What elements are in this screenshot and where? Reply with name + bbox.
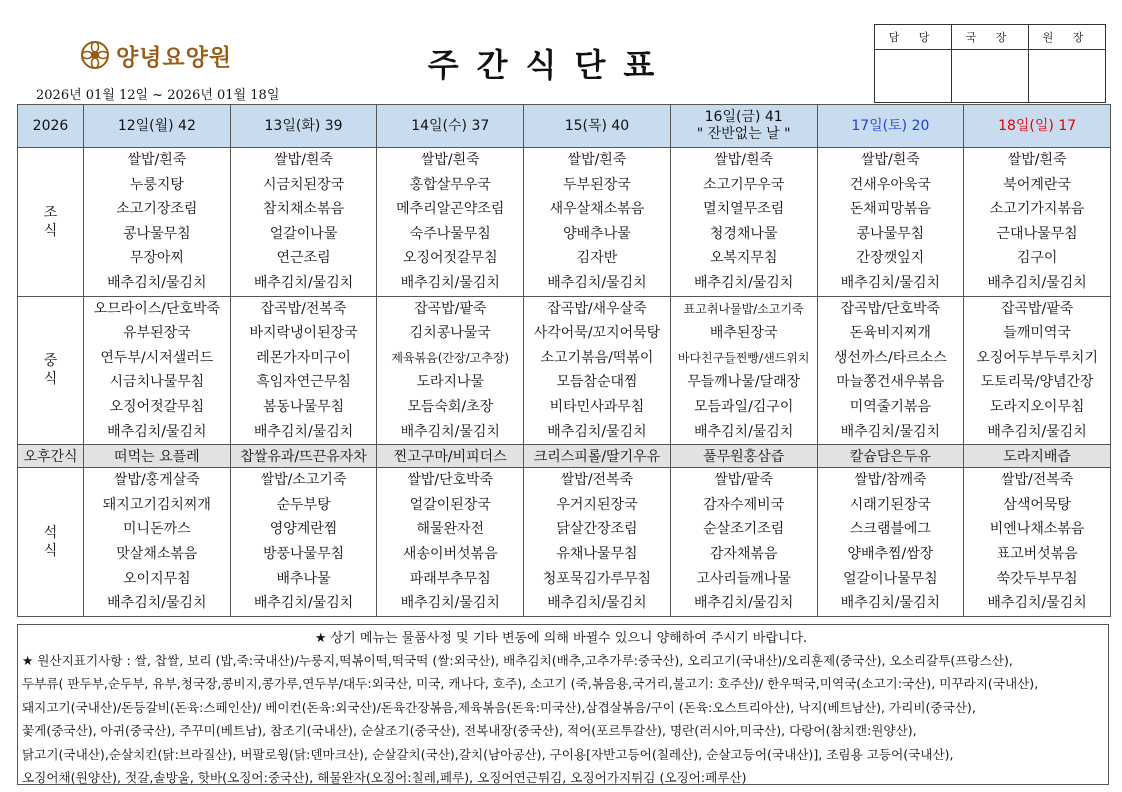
day-label: 14일(수) 37 <box>411 117 490 134</box>
menu-item: 순살조기조림 <box>703 521 785 538</box>
menu-item: 배추김치/물김치 <box>253 274 354 291</box>
menu-item: 쌀밥/팥죽 <box>714 472 774 489</box>
menu-item: 닭살간장조림 <box>556 521 638 538</box>
day-label: 17일(토) 20 <box>851 117 930 134</box>
menu-item: 얼갈이나물 <box>269 225 338 242</box>
breakfast-day-cell <box>84 148 231 297</box>
menu-item: 김구이 <box>1016 250 1058 267</box>
menu-item: 쌀밥/소고기죽 <box>260 472 347 489</box>
origin-note-line: 닭고기(국내산),순살치킨(닭:브라질산), 버팔로윙(닭:덴마크산), 순살갈치(국산),갈치(남아공산), 구이용[자반고등어(칠레산), 순살고등어(국내산)], 조림용 고등어(국내산), <box>22 746 954 762</box>
menu-item: 쌀밥/흰죽 <box>860 152 920 168</box>
menu-item: 쑥갓두부무침 <box>996 570 1078 587</box>
menu-item: 쌀밥/전복죽 <box>560 472 634 489</box>
menu-item: 파래부추무침 <box>409 570 491 587</box>
menu-item: 북어계란국 <box>1003 176 1071 193</box>
menu-item: 배추김치/물김치 <box>693 423 794 440</box>
menu-item: 도라지나물 <box>416 374 485 391</box>
menu-item: 오복지무침 <box>709 250 778 267</box>
snack-item: 크리스피롤/딸기우유 <box>524 445 671 468</box>
approval-sign-manager[interactable] <box>875 50 952 103</box>
breakfast-day-cell <box>817 148 964 297</box>
menu-item: 돈채피망볶음 <box>849 201 931 218</box>
dinner-row <box>18 468 1111 617</box>
lunch-day-cell <box>84 296 231 445</box>
menu-item: 마늘쫑건새우볶음 <box>836 374 945 391</box>
menu-item: 배추김치/물김치 <box>253 595 354 612</box>
snack-item: 찹쌀유과/뜨끈유자차 <box>230 445 377 468</box>
menu-item: 배추김치/물김치 <box>693 274 794 291</box>
meal-label-breakfast: 조 식 <box>18 148 84 297</box>
day-header <box>84 105 231 148</box>
menu-item: 배추김치/물김치 <box>107 595 207 612</box>
approval-header-director: 국 장 <box>952 25 1029 50</box>
menu-item: 무장아찌 <box>129 250 184 267</box>
menu-item: 배추김치/물김치 <box>840 423 941 440</box>
menu-item: 유채나물무침 <box>556 545 638 562</box>
menu-item: 잡곡밥/팥죽 <box>414 300 487 317</box>
menu-item: 들깨미역국 <box>1003 325 1071 342</box>
snack-item: 풀무원홍삼즙 <box>670 445 817 468</box>
approval-box <box>874 24 1106 103</box>
breakfast-day-cell <box>964 148 1111 297</box>
menu-item: 배추김치/물김치 <box>400 423 500 440</box>
menu-item: 고사리들깨나물 <box>696 570 791 587</box>
menu-item: 비엔나채소볶음 <box>989 521 1085 538</box>
menu-item: 쌀밥/전복죽 <box>1000 472 1074 489</box>
menu-item: 레몬가자미구이 <box>256 349 351 366</box>
menu-item: 쌀밥/단호박죽 <box>407 472 494 489</box>
menu-item: 모듬과일/김구이 <box>693 398 794 415</box>
menu-item: 오징어두부두루치기 <box>976 349 1098 366</box>
dinner-day-cell <box>670 468 817 617</box>
day-label: 12일(월) 42 <box>117 117 196 134</box>
menu-item: 소고기장조림 <box>116 201 198 218</box>
menu-item: 잡곡밥/새우살죽 <box>547 300 647 317</box>
origin-note-line: 두부류( 판두부,순두부, 유부,청국장,콩비지,콩가루,연두부/대두:외국산, 미국, 캐나다, 호주), 소고기 (죽,볶음용,국거리,불고기: 호주산)/ 한우떡국,미역국(소고기:국산), 미꾸라지(국내산), <box>22 676 1039 692</box>
menu-item: 콩나물무침 <box>856 225 925 242</box>
menu-item: 모듬참순대찜 <box>556 374 638 391</box>
menu-item: 얼갈이된장국 <box>409 496 491 513</box>
menu-item: 배추김치/물김치 <box>400 595 500 612</box>
lunch-day-cell <box>524 296 671 445</box>
menu-item: 김치콩나물국 <box>409 325 491 342</box>
approval-header-head: 원 장 <box>1029 25 1106 50</box>
menu-item: 연근조림 <box>276 250 331 267</box>
menu-item: 영양계란찜 <box>269 521 338 538</box>
lunch-day-cell <box>377 296 524 445</box>
menu-item: 오이지무침 <box>123 570 191 587</box>
day-header-saturday <box>817 105 964 148</box>
menu-item: 감자수제비국 <box>703 496 785 513</box>
menu-item: 양배추찜/쌈장 <box>847 545 934 562</box>
approval-header-manager: 담 당 <box>875 25 952 50</box>
menu-item: 미역줄기볶음 <box>849 398 931 415</box>
menu-item: 표고취나물밥/소고기죽 <box>683 301 804 316</box>
snack-item: 칼슘담은두유 <box>817 445 964 468</box>
day-note: " 잔반없는 날 " <box>696 126 791 142</box>
menu-item: 배추된장국 <box>709 325 778 342</box>
menu-item: 소고기무우국 <box>703 176 785 193</box>
menu-item: 소고기가지볶음 <box>989 201 1085 218</box>
menu-item: 시래기된장국 <box>849 496 931 513</box>
menu-item: 쌀밥/홍게살죽 <box>113 472 200 489</box>
menu-item: 콩나물무침 <box>123 225 191 242</box>
menu-item: 바지락냉이된장국 <box>249 325 358 342</box>
menu-item: 도라지오이무침 <box>989 398 1085 415</box>
breakfast-day-cell <box>377 148 524 297</box>
lunch-day-cell <box>670 296 817 445</box>
menu-item: 메추리알곤약조림 <box>396 201 505 218</box>
menu-item: 두부된장국 <box>563 176 631 193</box>
menu-item: 배추김치/물김치 <box>987 595 1087 612</box>
menu-item: 얼갈이나물무침 <box>843 570 938 587</box>
menu-item: 감자채볶음 <box>709 545 778 562</box>
notes-box <box>17 624 1109 785</box>
menu-item: 배추김치/물김치 <box>840 595 941 612</box>
breakfast-day-cell <box>670 148 817 297</box>
menu-item: 해물완자전 <box>416 521 485 538</box>
menu-item: 배추김치/물김치 <box>547 274 647 291</box>
menu-item: 배추김치/물김치 <box>987 274 1087 291</box>
day-header <box>377 105 524 148</box>
dinner-day-cell <box>964 468 1111 617</box>
menu-item: 배추김치/물김치 <box>840 274 941 291</box>
menu-item: 청경채나물 <box>709 225 778 242</box>
year-cell: 2026 <box>18 105 84 148</box>
menu-item: 청포묵김가루무침 <box>542 570 652 587</box>
meal-label-lunch: 중 식 <box>18 296 84 445</box>
menu-item: 오므라이스/단호박죽 <box>93 300 221 317</box>
breakfast-day-cell <box>230 148 377 297</box>
menu-item: 새우살채소볶음 <box>549 201 645 218</box>
logo-text: 양녕요양원 <box>116 43 233 71</box>
menu-item: 간장깻잎지 <box>856 250 925 267</box>
menu-item: 김자반 <box>576 250 618 267</box>
menu-item: 누룽지탕 <box>129 176 184 193</box>
day-label: 15(목) 40 <box>564 117 630 134</box>
menu-item: 오징어젓갈무침 <box>109 398 205 415</box>
menu-item: 잡곡밥/전복죽 <box>260 300 347 317</box>
menu-item: 잡곡밥/팥죽 <box>1000 300 1074 317</box>
menu-item: 근대나물무침 <box>996 225 1078 242</box>
meal-label-snack: 오후간식 <box>18 445 84 468</box>
menu-item: 쌀밥/흰죽 <box>274 152 333 168</box>
dinner-day-cell <box>230 468 377 617</box>
menu-item: 사각어묵/꼬지어묵탕 <box>533 325 661 342</box>
menu-item: 순두부탕 <box>276 496 331 513</box>
dinner-day-cell <box>817 468 964 617</box>
menu-item: 배추김치/물김치 <box>107 274 207 291</box>
day-label: 16일(금) 41 <box>704 109 783 125</box>
dinner-day-cell <box>524 468 671 617</box>
snack-item: 떠먹는 요플레 <box>84 445 231 468</box>
menu-item: 쌀밥/흰죽 <box>714 152 774 168</box>
origin-note-line: 돼지고기(국내산)/돈등갈비(돈육:스페인산)/ 베이컨(돈육:외국산)/돈육간장볶음,제육볶음(돈육:미국산),삼겹살볶음/구이 (돈육:오스트리아산), 낙지(베트남산), 가리비(중국산), <box>22 699 976 715</box>
menu-item: 멸치열무조림 <box>703 201 785 218</box>
menu-item: 시금치나물무침 <box>109 374 205 391</box>
menu-item: 봄동나물무침 <box>262 398 345 415</box>
menu-item: 생선까스/타르소스 <box>833 349 947 366</box>
menu-item: 우거지된장국 <box>556 496 638 513</box>
menu-item: 삼색어묵탕 <box>1003 496 1071 513</box>
menu-item: 돼지고기김치찌개 <box>102 496 211 513</box>
menu-item: 쌀밥/흰죽 <box>567 152 627 168</box>
breakfast-row <box>18 148 1111 297</box>
menu-item: 잡곡밥/단호박죽 <box>840 300 941 317</box>
lunch-row <box>18 296 1111 445</box>
menu-item: 모듬숙회/초장 <box>407 398 494 415</box>
day-header-sunday <box>964 105 1111 148</box>
day-label: 13일(화) 39 <box>264 117 343 134</box>
date-range: 2026년 01월 12일 ~ 2026년 01월 18일 <box>36 88 280 103</box>
menu-item: 시금치된장국 <box>262 176 345 193</box>
menu-item: 돈육비지찌개 <box>849 325 931 342</box>
lotus-logo-icon <box>80 40 110 70</box>
dinner-day-cell <box>377 468 524 617</box>
notes-heading: ★ 상기 메뉴는 물품사정 및 기타 변동에 의해 바뀔수 있으니 양해하여 주시기 바랍니다. <box>314 631 808 646</box>
menu-item: 배추김치/물김치 <box>107 423 207 440</box>
snack-item: 찐고구마/비피더스 <box>377 445 524 468</box>
menu-item: 비타민사과무침 <box>549 398 645 415</box>
snack-row <box>18 445 1111 468</box>
origin-note-line: 오징어채(원양산), 젓갈,솔방울, 핫바(오징어:중국산), 해물완자(오징어:칠레,페루), 오징어연근튀김, 오징어가지튀김 (오징어:페루산) <box>22 770 747 786</box>
menu-item: 배추김치/물김치 <box>400 274 500 291</box>
menu-item: 쌀밥/흰죽 <box>1007 152 1067 168</box>
day-label: 18일(일) 17 <box>998 117 1077 134</box>
menu-item: 맛살채소볶음 <box>116 545 198 562</box>
day-header-row <box>18 105 1111 148</box>
menu-item: 스크램블에그 <box>849 521 931 538</box>
approval-sign-director[interactable] <box>952 50 1029 103</box>
menu-item: 배추김치/물김치 <box>253 423 354 440</box>
menu-item: 미니돈까스 <box>123 521 191 538</box>
approval-sign-head[interactable] <box>1029 50 1106 103</box>
day-header <box>670 105 817 148</box>
menu-item: 배추김치/물김치 <box>547 595 647 612</box>
menu-item: 숙주나물무침 <box>409 225 491 242</box>
menu-item: 도토리묵/양념간장 <box>980 374 1094 391</box>
menu-item: 소고기볶음/떡볶이 <box>540 349 654 366</box>
breakfast-day-cell <box>524 148 671 297</box>
menu-item: 표고버섯볶음 <box>996 545 1078 562</box>
menu-item: 홍합살무우국 <box>409 176 491 193</box>
menu-item: 무들깨나물/달래장 <box>687 374 801 391</box>
menu-item: 제육볶음(간장/고추장) <box>391 350 510 365</box>
menu-item: 오징어젓갈무침 <box>402 250 498 267</box>
menu-item: 건새우아욱국 <box>849 176 931 193</box>
lunch-day-cell <box>230 296 377 445</box>
meal-label-dinner: 석 식 <box>18 468 84 617</box>
menu-item: 참치채소볶음 <box>262 201 345 218</box>
lunch-day-cell <box>964 296 1111 445</box>
dinner-day-cell <box>84 468 231 617</box>
menu-item: 유부된장국 <box>123 325 191 342</box>
menu-item: 양배추나물 <box>563 225 631 242</box>
menu-item: 바다친구들찐빵/샌드위치 <box>677 350 810 365</box>
menu-item: 배추나물 <box>276 570 331 587</box>
logo <box>80 38 232 72</box>
menu-item: 배추김치/물김치 <box>547 423 647 440</box>
menu-item: 쌀밥/참깨죽 <box>854 472 927 489</box>
menu-item: 배추김치/물김치 <box>693 595 794 612</box>
snack-item: 도라지배즙 <box>964 445 1111 468</box>
menu-item: 흑임자연근무침 <box>256 374 351 391</box>
origin-note-line: 꽃게(중국산), 아귀(중국산), 주꾸미(베트남), 참조기(국내산), 순살조기(중국산), 전복내장(중국산), 적어(포르투갈산), 명란(러시아,미국산), 다랑어(참치캔:원양산), <box>22 723 917 739</box>
menu-item: 방풍나물무침 <box>262 545 345 562</box>
menu-item: 연두부/시저샐러드 <box>100 349 214 366</box>
menu-item: 배추김치/물김치 <box>987 423 1087 440</box>
menu-item: 새송이버섯볶음 <box>402 545 498 562</box>
page-title: 주간식단표 <box>427 46 673 84</box>
lunch-day-cell <box>817 296 964 445</box>
menu-item: 쌀밥/흰죽 <box>420 152 480 168</box>
origin-note-line: ★ 원산지표기사항 : 쌀, 찹쌀, 보리 (밥,죽:국내산)/누룽지,떡볶이떡,떡국떡 (쌀:외국산), 배추김치(배추,고추가루:중국산), 오리고기(국내산)/오리훈제(중국산), 오소리갈투(프랑스산), <box>22 653 1013 668</box>
menu-item: 쌀밥/흰죽 <box>127 152 187 168</box>
day-header <box>230 105 377 148</box>
weekly-menu-table <box>17 104 1111 617</box>
day-header <box>524 105 671 148</box>
